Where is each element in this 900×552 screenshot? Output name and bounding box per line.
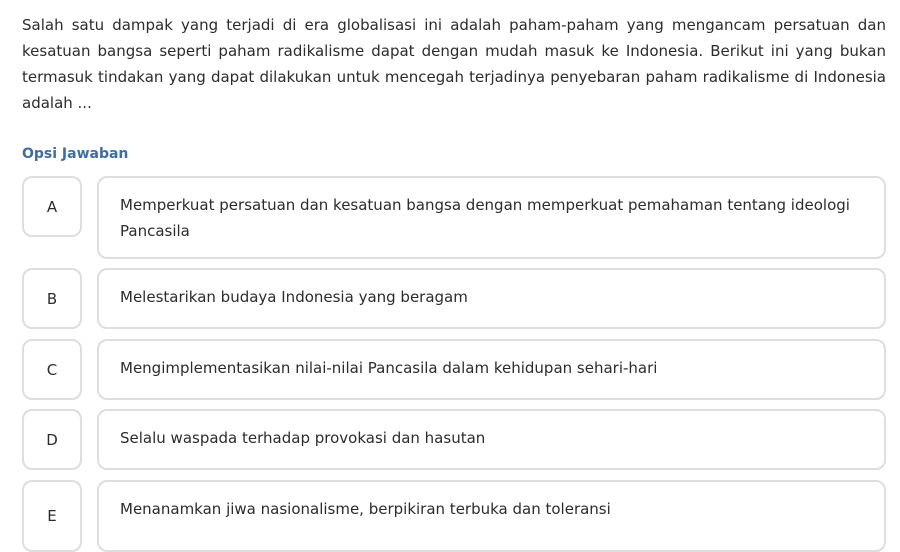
answer-option-e[interactable] xyxy=(22,480,886,552)
question-text: Salah satu dampak yang terjadi di era globalisasi ini adalah paham-paham yang mengancam persatuan dan kesatuan bangsa seperti paham radikalisme dapat dengan mudah masuk ke Indonesia. Berikut ini yang bukan termasuk tindakan yang dapat dilakukan untuk mencegah terjadinya penyebaran paham radikalisme di Indonesia adalah ... xyxy=(22,16,886,112)
answer-option-c[interactable] xyxy=(22,339,886,400)
answer-option-d[interactable] xyxy=(22,409,886,470)
answer-option-b[interactable] xyxy=(22,268,886,329)
answer-option-a[interactable] xyxy=(22,176,886,259)
option-letter-badge[interactable]: B xyxy=(22,268,82,329)
option-text-box[interactable]: Memperkuat persatuan dan kesatuan bangsa dengan memperkuat pemahaman tentang ideologi Pancasila xyxy=(97,176,886,259)
option-text-box[interactable]: Melestarikan budaya Indonesia yang beragam xyxy=(97,268,886,329)
option-letter-badge[interactable]: D xyxy=(22,409,82,470)
option-letter-badge[interactable]: E xyxy=(22,480,82,552)
option-text-box[interactable]: Menanamkan jiwa nasionalisme, berpikiran terbuka dan toleransi xyxy=(97,480,886,552)
option-text-box[interactable]: Selalu waspada terhadap provokasi dan hasutan xyxy=(97,409,886,470)
options-heading: Opsi Jawaban xyxy=(22,146,129,162)
option-letter-badge[interactable]: C xyxy=(22,339,82,400)
option-text-box[interactable]: Mengimplementasikan nilai-nilai Pancasila dalam kehidupan sehari-hari xyxy=(97,339,886,400)
option-letter-badge[interactable]: A xyxy=(22,176,82,237)
